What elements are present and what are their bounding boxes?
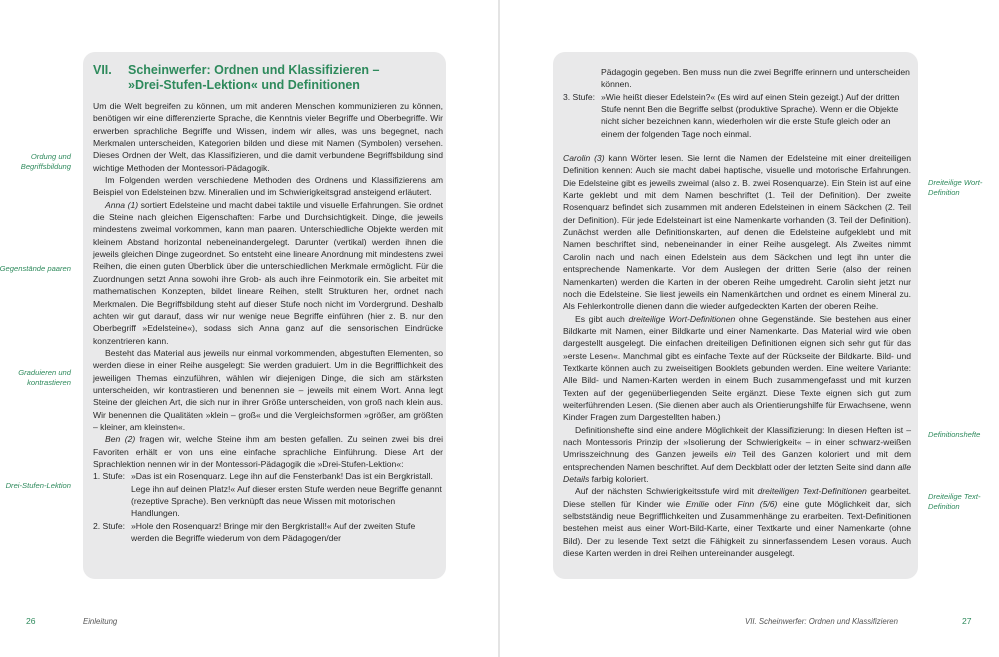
margin-note-wort-definition: Dreiteilige Wort-Definition [928,178,983,197]
step-label: 2. Stufe: [93,520,126,531]
paragraph-text: gearbeitet. Diese stellen für Kinder wie [563,486,912,509]
paragraph-text: farbig koloriert. [589,474,649,484]
step-text: »Hole den Rosenquarz! Bringe mir den Bergkristall!« Auf der zweiten Stufe werden die Begriffe wiederum von dem Pädagogen/der [131,520,416,544]
paragraph [93,433,443,470]
paragraph [563,313,911,424]
paragraph: Besteht das Material aus jeweils nur einmal vorkommenden, abgestuften Elementen, so werden diese in einer Reihe ausgelegt: Sie werden graduiert. Um in die Begrifflichkeit des jeweiligen Themas einzuführen, wählen wir diejenigen Dinge, die sich am stärksten unterscheiden, wir kontrastieren und benennen sie – jeweils mit einem Wort. Anna legt Steine der gleichen Art, die sich nur in ihrer Größe unterscheiden, von groß nach klein aus. Wir benennen die Qualitäten »klein – groß« und die Vergleichsformen »größer, am größten – kleiner, am kleinsten«. [93,347,443,432]
step-text: Pädagogin gegeben. Ben muss nun die zwei Begriffe erinnern und unterscheiden können. [601,67,910,90]
margin-note-definitionshefte: Definitionshefte [928,430,981,439]
emphasis: Emilie [685,498,709,509]
paragraph-text: eine gute Möglichkeit dar, sich selbstständig neue Begrifflichkeiten und Zusammenhänge zu erarbeiten. Text-Definitionen bestehen meist aus einer Wort-Bild-Karte, einer Textkarte und einer Namenkarte (ohne Bild). Der zu lesende Text setzt die Fähigkeit zu sinnerfassendem Lesen voraus. Auch diese Karten werden in drei Reihen untereinander ausgelegt. [563,498,911,559]
paragraph [563,485,911,559]
paragraph [93,199,443,347]
margin-note-graduieren: Graduieren und kontrastieren [18,368,71,387]
right-page [500,0,999,657]
step-item [93,470,443,519]
emphasis: Finn (5/6) [737,498,778,509]
step-item [563,91,911,140]
margin-note-text-definition: Dreiteilige Text-Definition [928,492,981,511]
running-head: Einleitung [83,617,118,626]
step-item [563,66,911,91]
paragraph-text: Auf der nächsten Schwierigkeitsstufe wird mit [575,486,758,497]
person-name: Anna (1) [105,199,139,210]
emphasis: dreiteiligen Text-Definitionen [757,486,867,497]
paragraph-text: Definitionshefte sind eine andere Möglichkeit der Klassifizierung: In diesen Heften ist – nach Montessoris Prinzip der »Isolierung der Schwierigkeit« – in einer schwarz-weißen Umrisszeichnung des Ganzen jeweils [563,424,911,460]
paragraph: Um die Welt begreifen zu können, um mit anderen Menschen kommunizieren zu können, benötigen wir eine differenzierte Sprache, die Kenntnis vieler Begriffe und Oberbegriffe. Wir erwerben sprachliche Begriffe und Wissen, indem wir alles, was uns begegnet, nach Merkmalen unterscheiden, Kategorien bilden und diese mit Namen (Symbolen) versehen. Dieses Ordnen der Welt, das Klassifizieren, und die damit verbundene Begriffsbildung sind wichtige Methoden der Montessori-Pädagogik. [93,101,443,173]
step-label: 3. Stufe: [563,91,596,102]
right-body-text [563,66,911,559]
step-text: »Das ist ein Rosenquarz. Lege ihn auf die Fensterbank! Das ist ein Bergkristall. Lege ihn auf deinen Platz!« Auf dieser ersten Stufe werden neue Begriffe genannt (rezeptive Sprache). Ben verknüpft das neue Wissen mit motorischen Handlungen. [131,471,442,519]
paragraph [563,424,911,486]
margin-note-paaren: Gegenstände paaren [0,264,71,273]
paragraph-text: sortiert Edelsteine und macht dabei taktile und visuelle Erfahrungen. Sie ordnet die Steine nach gleichen Eigenschaften: Farbe und Durchsichtigkeit. Dinge, die jeweils mindestens zweimal vorkommen, kann man paaren. Unterschiedliche Objekte werden mit kleinem Abstand horizontal nebeneinandergelegt. Darunter (vertikal) werden ihnen die jeweils gleichen Dinge zugeordnet. So entsteht eine lineare Anordnung mit mindestens zwei Reihen, die einen guten Überblick über die unterschiedlichen Merkmale ermöglicht. Für die Zuordnungen setzt Anna sowohi ihre Grob- als auch ihre Feinmotorik ein. Sie arbeitet mit mathematischen Konzepten, bildet lineare Reihen, stellt Strukturen her, ordnet nach Merkmalen. Die Begriffsbildung steht auf dieser Stufe noch nicht im Vordergrund. Deshalb achten wir gut darauf, dass wir nur wenige neue Begriffe einführen (hier z. B. nur den Oberbegriff »Edelsteine«), sodass sich Anna ganz auf die sensorischen Eindrücke konzentrieren kann. [93,199,443,346]
margin-note-drei-stufen: Drei-Stufen-Lektion [5,481,71,490]
paragraph-text: Teil des Ganzen koloriert und mit dem entsprechenden Namen beschriftet. Auf dem Deckblatt oder der letzten Seite sind dann [563,449,911,472]
paragraph-text: Es gibt auch [575,313,629,324]
left-body-text [93,100,443,544]
paragraph-text: ohne Gegenstände. Sie bestehen aus einer Bildkarte mit Namen, einer Bildkarte und einer Namenkarte. Das Material wird wie oben dargestellt ausgelegt. Die einfachen dreiteiligen Definitionen eignen sich sehr gut für das »erste Lesen«. Manchmal gibt es einfache Texte auf der Rückseite der Bildkarte. Bild- und Textkarte können auch zu zweiseitigen Booklets gebunden werden. Eine weitere Variante: Alle Bild- und Namen-Karten werden in einem Buch zusammengefasst und mit kurzen Texten auf der gegenüberliegenden Seite ergänzt. Diese Texte eignen sich gut zum weiterführenden Lesen. (Sie dienen aber auch als Orientierungshilfe für Erwachsene, wenn Kinder Fragen zum Dargestellten haben.) [563,313,912,423]
paragraph-text: oder [709,498,738,509]
person-name: Ben (2) [105,434,136,445]
margin-note-ordnung: Ordung und Begriffsbildung [20,152,71,171]
heading-line-2: »Drei-Stufen-Lektion« und Definitionen [128,78,360,92]
step-text: »Wie heißt dieser Edelstein?« (Es wird auf einen Stein gezeigt.) Auf der dritten Stufe nennt Ben die Begriffe selbst (produktive Sprache). Wenn er die Objekte nicht sicher bezeichnen kann, wiederholen wir die erste Stufe gleich oder an einem der folgenden Tage noch einmal. [601,91,900,139]
left-page [0,0,499,657]
page-number: 27 [962,616,972,626]
running-head: VII. Scheinwerfer: Ordnen und Klassifizieren [745,617,898,626]
page-number: 26 [26,616,36,626]
step-item [93,520,443,545]
chapter-number: VII. [93,63,112,77]
paragraph [563,152,911,312]
heading-line-1: Scheinwerfer: Ordnen und Klassifizieren – [128,63,380,77]
step-label: 1. Stufe: [93,471,126,482]
paragraph: Im Folgenden werden verschiedene Methoden des Ordnens und Klassifizierens am Beispiel von Edelsteinen bzw. Mineralien und im Schwierigkeitsgrad ansteigend erläutert. [93,175,443,198]
paragraph-text: kann Wörter lesen. Sie lernt die Namen der Edelsteine mit einer dreiteiligen Definition kennen: Auch sie macht dabei haptische, visuelle und motorische Erfahrungen. Die Edelsteine gibt es jeweils zweimal (also z. B. zwei Rosenquarze). Ein Stein ist auf eine Karte geklebt und mit dem Namen beschriftet (1. Teil der Definition). Der zweite Rosenquarz befindet sich zusammen mit anderen Edelsteinen in einem Säckchen (2. Teil der Definition). Für jede Edelsteinart ist eine Namenkarte vorhanden (3. Teil der Definition). Zunächst werden alle Definitionskarten, auf denen die Edelsteine aufgeklebt und mit Namen beschriftet sind, nebeneinander in einer Reihe ausgelegt. Als Zweites nimmt Carolin nach und nach einen Edelstein aus dem Säckchen und legt ihn unter die entsprechende Namenkarte. Vor dem Auslegen der dritten Serie (also der reinen Namenkarten) werden die Karten in der oberen Reihe umgedreht. Carolin sieht jetzt nur noch die Edelsteine. Sie liest jeweils ein Namenkärtchen und ordnet es einem Mineral zu. Als Fehlerkontrolle dienen dann die wieder aufgedeckten Karten der oberen Reihe. [563,153,911,312]
step-label-spacer [563,66,601,91]
emphasis: ein [724,449,736,460]
chapter-heading [93,63,443,93]
emphasis: dreiteilige Wort-Definitionen [628,313,736,324]
person-name: Carolin (3) [563,153,605,164]
emphasis: alle Details [563,461,911,484]
paragraph-text: fragen wir, welche Steine ihm am besten gefallen. Zu seinen zwei bis drei Favoriten erhält er von uns eine einfache sprachliche Einführung. Diese Art der Sprachlektion nennen wir in der Montessori-Pädagogik die »Drei-Stufen-Lektion«: [93,434,443,469]
